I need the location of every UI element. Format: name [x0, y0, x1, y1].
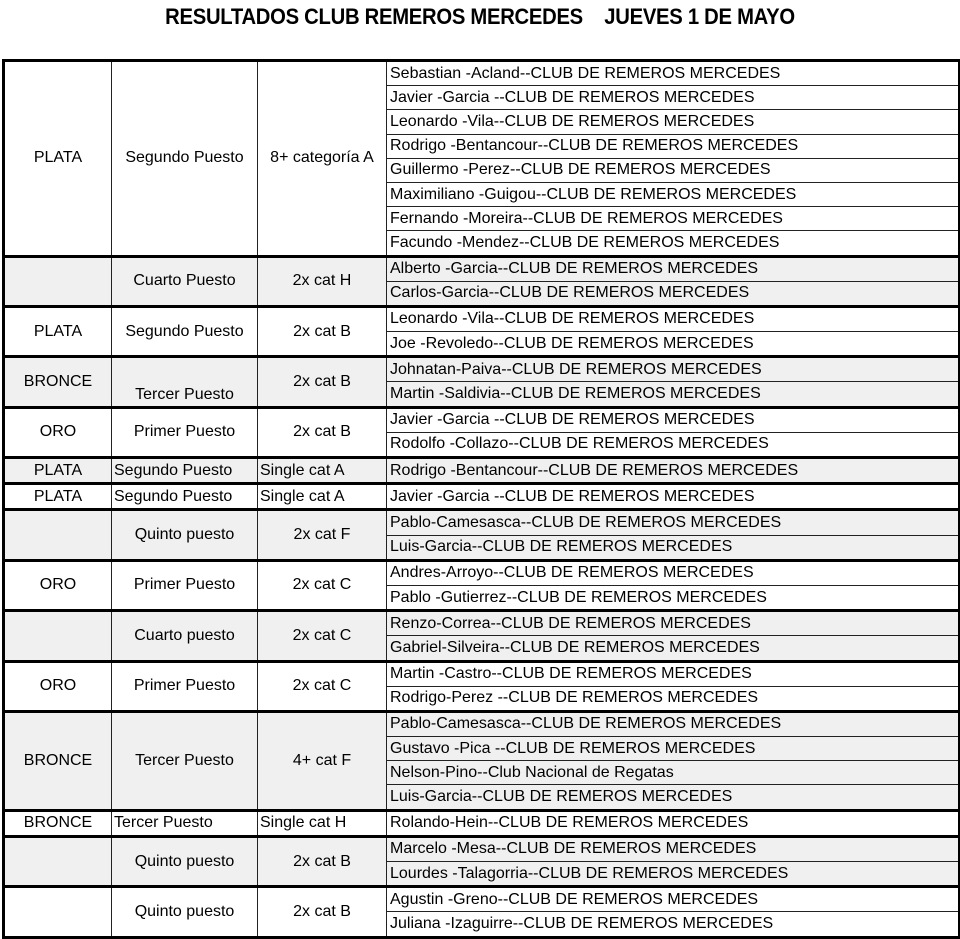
rower-cell: Martin -Castro--CLUB DE REMEROS MERCEDES: [387, 661, 960, 686]
table-row: [4, 836, 960, 861]
rower-cell: Guillermo -Perez--CLUB DE REMEROS MERCEDES: [387, 158, 960, 182]
medal-cell: PLATA: [4, 484, 112, 510]
place-cell: Primer Puesto: [112, 560, 258, 610]
medal-cell: [4, 836, 112, 886]
rower-cell: Luis-Garcia--CLUB DE REMEROS MERCEDES: [387, 535, 960, 560]
place-cell: Cuarto Puesto: [112, 256, 258, 306]
rower-cell: Rodrigo -Bentancour--CLUB DE REMEROS MERCEDES: [387, 134, 960, 158]
table-row: [4, 611, 960, 636]
results-table: [2, 59, 960, 939]
medal-cell: [4, 887, 112, 937]
table-row: [4, 407, 960, 432]
table-row: [4, 711, 960, 736]
category-cell: 2x cat C: [258, 560, 387, 610]
rower-cell: Martin -Saldivia--CLUB DE REMEROS MERCEDES: [387, 382, 960, 407]
category-cell: 2x cat H: [258, 256, 387, 306]
place-cell: Tercer Puesto: [112, 810, 258, 836]
place-cell: Segundo Puesto: [112, 61, 258, 257]
medal-cell: ORO: [4, 661, 112, 711]
rower-cell: Marcelo -Mesa--CLUB DE REMEROS MERCEDES: [387, 836, 960, 861]
table-row: [4, 61, 960, 86]
medal-cell: BRONCE: [4, 357, 112, 407]
medal-cell: ORO: [4, 560, 112, 610]
place-cell: Tercer Puesto: [112, 357, 258, 407]
medal-cell: [4, 510, 112, 560]
table-row: [4, 306, 960, 331]
category-cell: 2x cat B: [258, 407, 387, 457]
table-row: [4, 510, 960, 535]
rower-cell: Javier -Garcia --CLUB DE REMEROS MERCEDES: [387, 484, 960, 510]
rower-cell: Alberto -Garcia--CLUB DE REMEROS MERCEDES: [387, 256, 960, 281]
place-cell: Primer Puesto: [112, 661, 258, 711]
rower-cell: Pablo-Camesasca--CLUB DE REMEROS MERCEDES: [387, 711, 960, 736]
table-row: [4, 357, 960, 382]
rower-cell: Lourdes -Talagorria--CLUB DE REMEROS MERCEDES: [387, 862, 960, 887]
category-cell: 2x cat B: [258, 357, 387, 407]
table-row: [4, 887, 960, 912]
table-row: [4, 661, 960, 686]
rower-cell: Johnatan-Paiva--CLUB DE REMEROS MERCEDES: [387, 357, 960, 382]
rower-cell: Fernando -Moreira--CLUB DE REMEROS MERCEDES: [387, 207, 960, 231]
rower-cell: Renzo-Correa--CLUB DE REMEROS MERCEDES: [387, 611, 960, 636]
place-cell: Segundo Puesto: [112, 458, 258, 484]
rower-cell: Sebastian -Acland--CLUB DE REMEROS MERCEDES: [387, 61, 960, 86]
place-cell: Quinto puesto: [112, 836, 258, 886]
rower-cell: Gustavo -Pica --CLUB DE REMEROS MERCEDES: [387, 737, 960, 761]
medal-cell: ORO: [4, 407, 112, 457]
table-row: [4, 484, 960, 510]
page-title: RESULTADOS CLUB REMEROS MERCEDES JUEVES 1 DE MAYO: [165, 4, 795, 29]
category-cell: 2x cat C: [258, 661, 387, 711]
medal-cell: BRONCE: [4, 711, 112, 810]
category-cell: 2x cat C: [258, 611, 387, 661]
rower-cell: Rodolfo -Collazo--CLUB DE REMEROS MERCEDES: [387, 432, 960, 457]
place-cell: Quinto puesto: [112, 510, 258, 560]
category-cell: 2x cat F: [258, 510, 387, 560]
table-row: [4, 256, 960, 281]
rower-cell: Leonardo -Vila--CLUB DE REMEROS MERCEDES: [387, 110, 960, 134]
rower-cell: Andres-Arroyo--CLUB DE REMEROS MERCEDES: [387, 560, 960, 585]
rower-cell: Leonardo -Vila--CLUB DE REMEROS MERCEDES: [387, 306, 960, 331]
table-row: [4, 458, 960, 484]
rower-cell: Facundo -Mendez--CLUB DE REMEROS MERCEDES: [387, 231, 960, 256]
rower-cell: Luis-Garcia--CLUB DE REMEROS MERCEDES: [387, 785, 960, 810]
place-cell: Segundo Puesto: [112, 306, 258, 356]
results-body: [4, 61, 960, 938]
place-cell: Cuarto puesto: [112, 611, 258, 661]
rower-cell: Juliana -Izaguirre--CLUB DE REMEROS MERCEDES: [387, 912, 960, 937]
rower-cell: Rolando-Hein--CLUB DE REMEROS MERCEDES: [387, 810, 960, 836]
rower-cell: Rodrigo -Bentancour--CLUB DE REMEROS MERCEDES: [387, 458, 960, 484]
place-cell: Tercer Puesto: [112, 711, 258, 810]
category-cell: 8+ categoría A: [258, 61, 387, 257]
medal-cell: BRONCE: [4, 810, 112, 836]
category-cell: Single cat A: [258, 458, 387, 484]
medal-cell: [4, 611, 112, 661]
place-cell: Quinto puesto: [112, 887, 258, 937]
category-cell: Single cat H: [258, 810, 387, 836]
rower-cell: Javier -Garcia --CLUB DE REMEROS MERCEDES: [387, 86, 960, 110]
medal-cell: PLATA: [4, 306, 112, 356]
rower-cell: Joe -Revoledo--CLUB DE REMEROS MERCEDES: [387, 332, 960, 357]
category-cell: 2x cat B: [258, 306, 387, 356]
medal-cell: PLATA: [4, 458, 112, 484]
category-cell: 4+ cat F: [258, 711, 387, 810]
rower-cell: Pablo -Gutierrez--CLUB DE REMEROS MERCEDES: [387, 585, 960, 610]
rower-cell: Gabriel-Silveira--CLUB DE REMEROS MERCEDES: [387, 636, 960, 661]
rower-cell: Maximiliano -Guigou--CLUB DE REMEROS MERCEDES: [387, 182, 960, 206]
category-cell: Single cat A: [258, 484, 387, 510]
place-cell: Segundo Puesto: [112, 484, 258, 510]
rower-cell: Carlos-Garcia--CLUB DE REMEROS MERCEDES: [387, 281, 960, 306]
table-row: [4, 810, 960, 836]
rower-cell: Agustin -Greno--CLUB DE REMEROS MERCEDES: [387, 887, 960, 912]
rower-cell: Pablo-Camesasca--CLUB DE REMEROS MERCEDES: [387, 510, 960, 535]
rower-cell: Javier -Garcia --CLUB DE REMEROS MERCEDES: [387, 407, 960, 432]
place-cell: Primer Puesto: [112, 407, 258, 457]
table-row: [4, 560, 960, 585]
rower-cell: Nelson-Pino--Club Nacional de Regatas: [387, 761, 960, 785]
medal-cell: PLATA: [4, 61, 112, 257]
rower-cell: Rodrigo-Perez --CLUB DE REMEROS MERCEDES: [387, 686, 960, 711]
category-cell: 2x cat B: [258, 887, 387, 937]
medal-cell: [4, 256, 112, 306]
category-cell: 2x cat B: [258, 836, 387, 886]
